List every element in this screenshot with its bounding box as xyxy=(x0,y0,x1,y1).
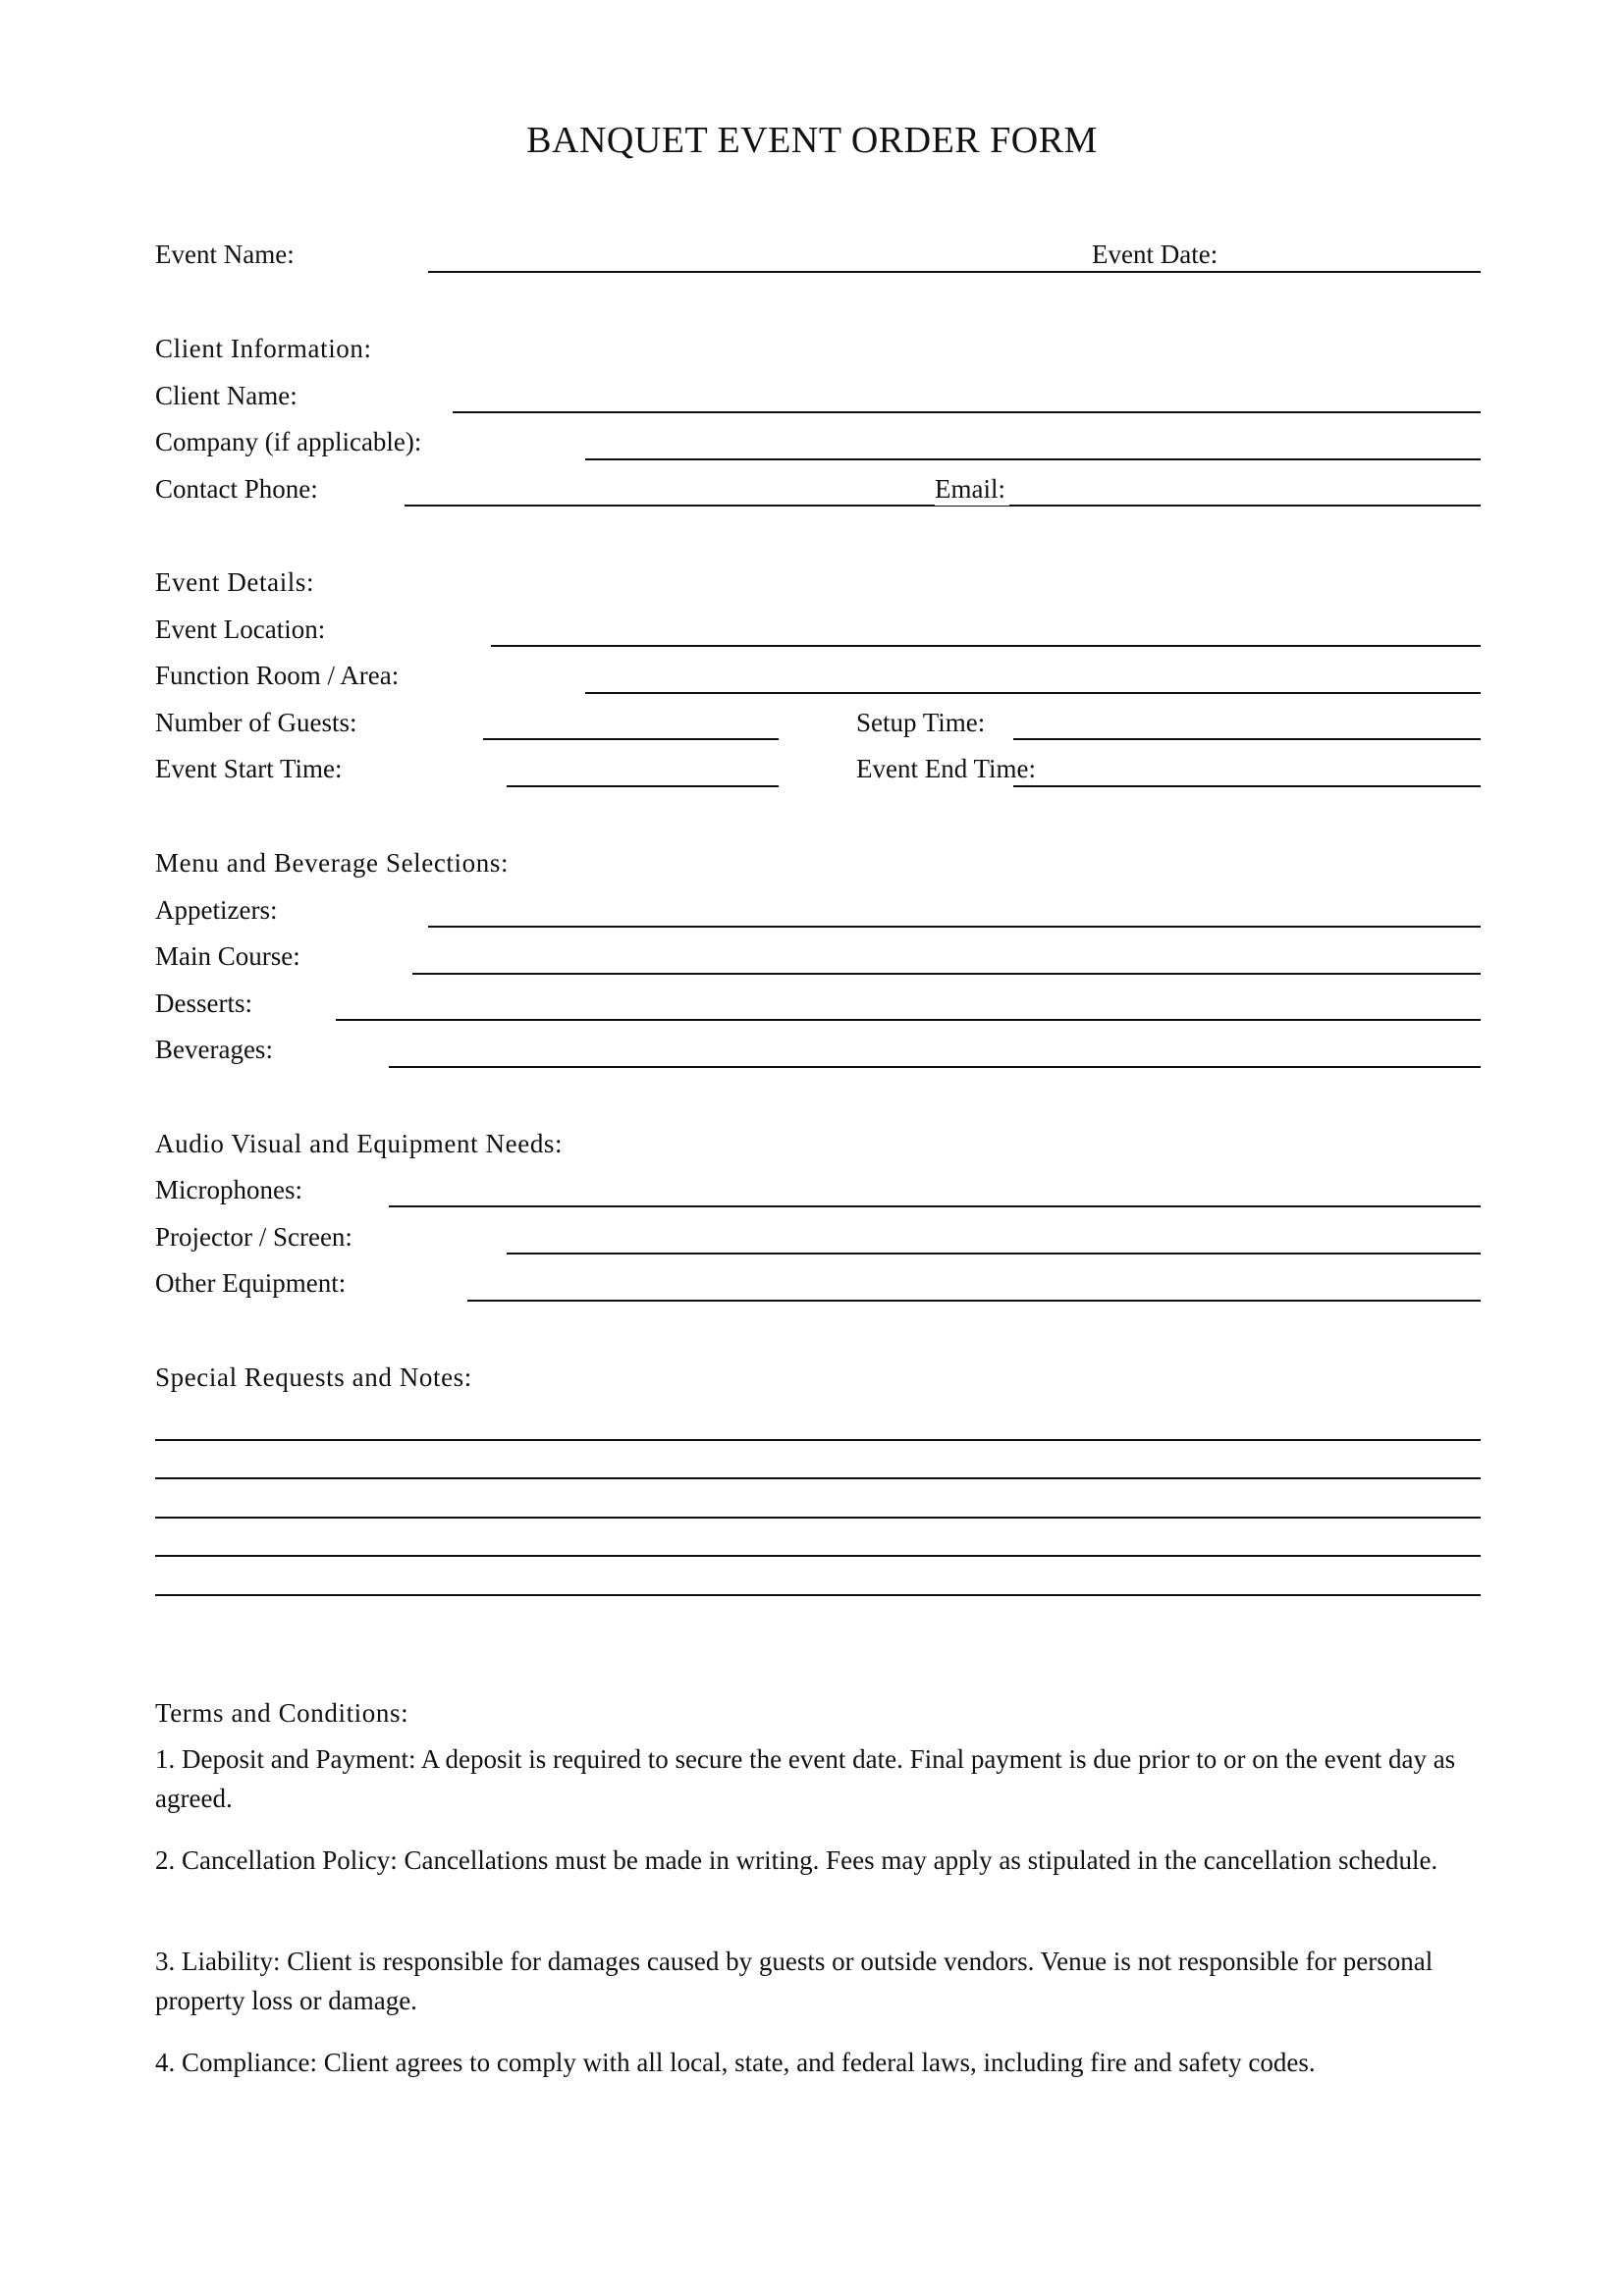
special-requests-heading: Special Requests and Notes: xyxy=(155,1362,472,1392)
company-field[interactable] xyxy=(585,458,1481,460)
terms-item-deposit: 1. Deposit and Payment: A deposit is required to secure the event date. Final payment is due prior to or on the event day as agreed. xyxy=(155,1744,1456,1813)
notes-line[interactable] xyxy=(155,1594,1481,1596)
menu-heading: Menu and Beverage Selections: xyxy=(155,848,510,878)
terms-item-compliance: 4. Compliance: Client agrees to comply with all local, state, and federal laws, including fire and safety codes. xyxy=(155,2048,1316,2077)
notes-line[interactable] xyxy=(155,1477,1481,1479)
setup-time-label: Setup Time: xyxy=(856,708,986,737)
number-of-guests-label: Number of Guests: xyxy=(155,708,357,737)
notes-line[interactable] xyxy=(155,1555,1481,1557)
function-room-field[interactable] xyxy=(585,692,1481,694)
desserts-field[interactable] xyxy=(336,1019,1481,1021)
microphones-label: Microphones: xyxy=(155,1175,302,1204)
event-end-time-label: Event End Time: xyxy=(856,754,1037,783)
projector-screen-field[interactable] xyxy=(507,1253,1481,1255)
av-heading: Audio Visual and Equipment Needs: xyxy=(155,1129,564,1158)
email-label: Email: xyxy=(935,472,1009,506)
notes-line[interactable] xyxy=(155,1517,1481,1519)
contact-phone-label: Contact Phone: xyxy=(155,474,318,504)
projector-screen-label: Projector / Screen: xyxy=(155,1222,352,1252)
event-location-label: Event Location: xyxy=(155,614,326,644)
event-name-label: Event Name: xyxy=(155,240,295,269)
number-of-guests-field[interactable] xyxy=(483,738,779,740)
function-room-label: Function Room / Area: xyxy=(155,661,400,690)
setup-time-field[interactable] xyxy=(1013,738,1481,740)
beverages-field[interactable] xyxy=(389,1066,1481,1068)
appetizers-field[interactable] xyxy=(428,926,1481,928)
client-name-label: Client Name: xyxy=(155,381,298,410)
desserts-label: Desserts: xyxy=(155,988,252,1018)
beverages-label: Beverages: xyxy=(155,1035,273,1064)
company-label: Company (if applicable): xyxy=(155,427,422,456)
event-start-time-field[interactable] xyxy=(507,785,779,787)
appetizers-label: Appetizers: xyxy=(155,895,278,925)
event-name-field[interactable] xyxy=(428,271,1481,273)
microphones-field[interactable] xyxy=(389,1205,1481,1207)
terms-item-cancellation: 2. Cancellation Policy: Cancellations must be made in writing. Fees may apply as stipulated in the cancellation schedule. xyxy=(155,1845,1438,1875)
main-course-field[interactable] xyxy=(412,973,1481,975)
form-title: BANQUET EVENT ORDER FORM xyxy=(526,120,1098,161)
event-location-field[interactable] xyxy=(491,645,1481,647)
client-info-heading: Client Information: xyxy=(155,334,372,363)
terms-item-liability: 3. Liability: Client is responsible for damages caused by guests or outside vendors. Venue is not responsible for personal property loss or damage. xyxy=(155,1947,1434,2015)
event-details-heading: Event Details: xyxy=(155,567,315,597)
main-course-label: Main Course: xyxy=(155,941,300,971)
terms-heading: Terms and Conditions: xyxy=(155,1698,409,1728)
client-name-field[interactable] xyxy=(453,411,1481,413)
other-equipment-label: Other Equipment: xyxy=(155,1268,347,1298)
event-date-label: Event Date: xyxy=(1092,238,1221,271)
other-equipment-field[interactable] xyxy=(467,1300,1481,1302)
event-end-time-field[interactable] xyxy=(1013,785,1481,787)
event-start-time-label: Event Start Time: xyxy=(155,754,343,783)
notes-line[interactable] xyxy=(155,1439,1481,1441)
